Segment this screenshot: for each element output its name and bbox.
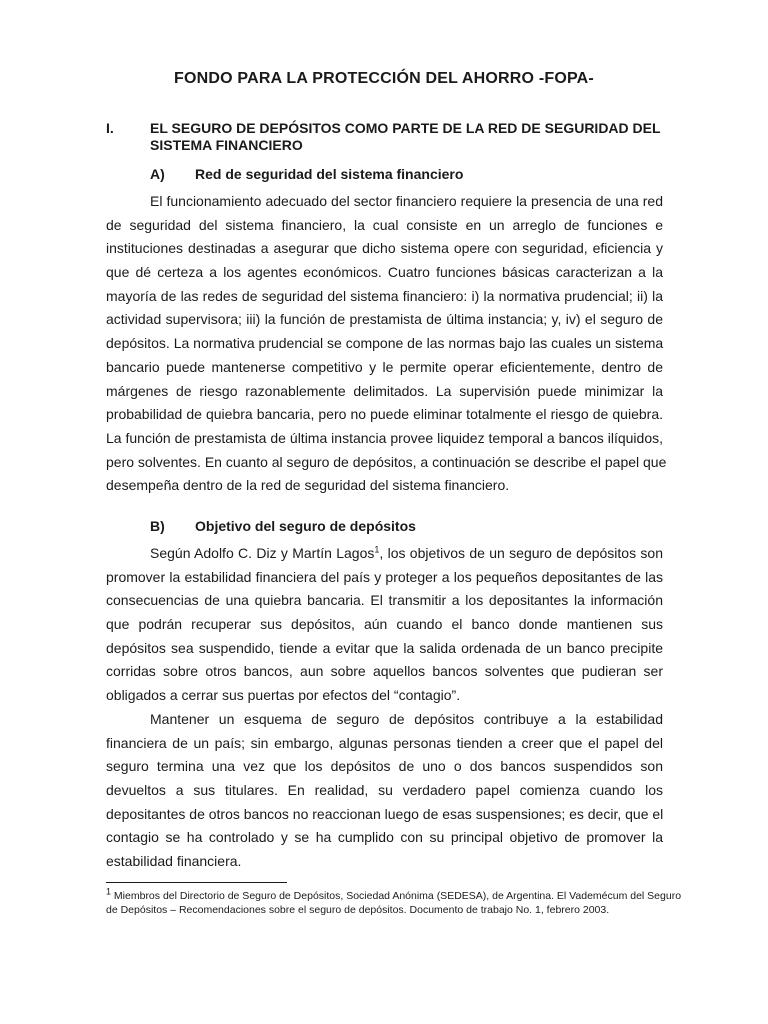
paragraph-line: contagio se ha controlado y se ha cumplido con su principal objetivo de promover la	[106, 829, 663, 846]
paragraph-line: obligados a cerrar sus puertas por efectos del “contagio”.	[106, 687, 461, 704]
subsection-b-letter: B)	[150, 518, 165, 534]
section-title-line-1: EL SEGURO DE DEPÓSITOS COMO PARTE DE LA RED DE SEGURIDAD DEL	[150, 120, 661, 136]
paragraph-line: de seguridad del sistema financiero, la cual consiste en un arreglo de funciones e	[106, 216, 663, 233]
paragraph-line-text: Según Adolfo C. Diz y Martín Lagos	[150, 545, 375, 561]
paragraph-line: consecuencias de una quiebra bancaria. El transmitir a los depositantes la información	[106, 592, 663, 609]
paragraph-line: El funcionamiento adecuado del sector financiero requiere la presencia de una red	[150, 193, 663, 209]
paragraph-line: que podrán recuperar sus depósitos, aún cuando el banco donde mantienen sus	[106, 616, 663, 633]
footnote-reference: 1	[374, 544, 380, 555]
subsection-b-title: Objetivo del seguro de depósitos	[195, 518, 416, 534]
subsection-a-paragraph	[106, 190, 667, 498]
paragraph-line: corridas sobre otros bancos, aun sobre aquellos bancos solventes que pudieran ser	[106, 663, 663, 680]
footnote-marker: 1	[106, 886, 112, 897]
paragraph-line: depósitos. La normativa prudencial se compone de las normas bajo las cuales un sistema	[106, 335, 664, 352]
footnote-text: Miembros del Directorio de Seguro de Depósitos, Sociedad Anónima (SEDESA), de Argentina. El Vademécum del Seguro	[111, 890, 682, 902]
paragraph-line-text: , los objetivos de un seguro de depósitos son	[379, 545, 663, 561]
subsection-b-paragraph-1	[106, 542, 663, 708]
paragraph-line: márgenes de riesgo razonablemente delimitados. La supervisión puede minimizar la	[106, 382, 663, 399]
paragraph-line: Mantener un esquema de seguro de depósitos contribuye a la estabilidad	[150, 711, 663, 727]
footnote-line-2: de Depósitos – Recomendaciones sobre el seguro de depósitos. Documento de trabajo No. 1, febrero 2003.	[106, 903, 610, 916]
paragraph-line: estabilidad financiera.	[106, 853, 242, 870]
document-title: FONDO PARA LA PROTECCIÓN DEL AHORRO -FOPA-	[174, 70, 594, 87]
section-number: I.	[106, 120, 114, 136]
paragraph-line: probabilidad de quiebra bancaria, pero no puede eliminar totalmente el riesgo de quiebra.	[106, 406, 663, 423]
paragraph-line: mayoría de las redes de seguridad del sistema financiero: i) la normativa prudencial; ii) la	[106, 287, 663, 304]
paragraph-line: depositantes de otros bancos no reaccionan luego de esas suspensiones; es decir, que el	[106, 805, 664, 822]
footnote-line-1	[106, 886, 682, 904]
subsection-b-paragraph-2	[106, 708, 663, 874]
subsection-a-letter: A)	[150, 166, 165, 182]
paragraph-line: instituciones destinadas a asegurar que dicho sistema opere con seguridad, eficiencia y	[106, 240, 663, 257]
paragraph-line: depósitos sea suspendido, tiende a evitar que la salida ordenada de un banco precipite	[106, 639, 663, 656]
footnote	[106, 886, 682, 917]
subsection-a-title: Red de seguridad del sistema financiero	[195, 166, 464, 182]
paragraph-line: devueltos a sus titulares. En realidad, su verdadero papel comienza cuando los	[106, 782, 663, 799]
paragraph-line: bancario puede mantenerse competitivo y le permite operar eficientemente, dentro de	[106, 358, 663, 375]
paragraph-line: La función de prestamista de última instancia provee liquidez temporal a bancos ilíquidos,	[106, 429, 663, 446]
paragraph-line: financiera de un país; sin embargo, algunas personas tienden a creer que el papel del	[106, 734, 663, 751]
paragraph-line: pero solventes. En cuanto al seguro de depósitos, a continuación se describe el papel que	[106, 453, 667, 470]
section-title-line-2: SISTEMA FINANCIERO	[150, 137, 303, 153]
paragraph-line: actividad supervisora; iii) la función de prestamista de última instancia; y, iv) el seguro de	[106, 311, 663, 328]
section-title	[150, 120, 670, 154]
paragraph-line: que dé certeza a los agentes económicos. Cuatro funciones básicas caracterizan a la	[106, 264, 663, 281]
paragraph-line: promover la estabilidad financiera del país y proteger a los pequeños depositantes de las	[106, 568, 663, 585]
paragraph-line-with-footnote	[106, 542, 663, 566]
footnote-separator	[106, 882, 287, 883]
paragraph-line: seguro termina una vez que los depósitos de uno o dos bancos suspendidos son	[106, 758, 663, 775]
paragraph-line: desempeña dentro de la red de seguridad del sistema financiero.	[106, 477, 510, 494]
